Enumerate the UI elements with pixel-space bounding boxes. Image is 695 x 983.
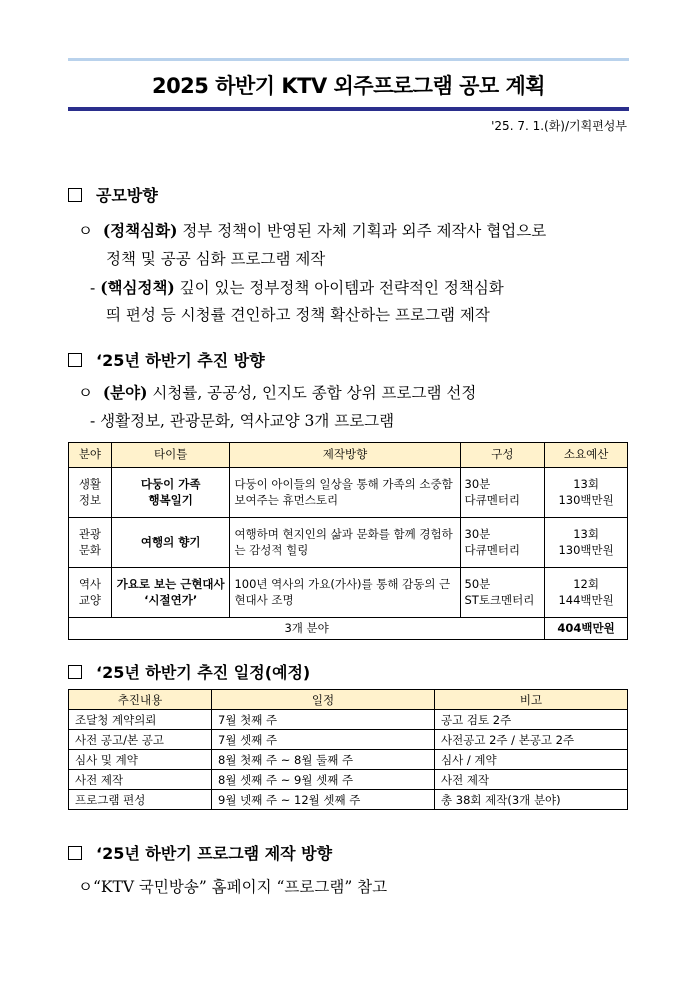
s1-line-1: ㅇ (정책심화) 정부 정책이 반영된 자체 기획과 외주 제작사 협업으로 <box>78 221 547 240</box>
table-row: 프로그램 편성 9월 넷째 주 ~ 12월 셋째 주 총 38회 제작(3개 분야) <box>69 790 628 810</box>
table-row: 조달청 계약의뢰 7월 첫째 주 공고 검토 2주 <box>69 710 628 730</box>
section-heading-3: ‘25년 하반기 추진 일정(예정) <box>68 660 310 683</box>
th-field: 분야 <box>69 443 112 468</box>
th-format: 구성 <box>460 443 545 468</box>
section-heading-4: ‘25년 하반기 프로그램 제작 방향 <box>68 841 332 864</box>
th-note: 비고 <box>435 690 628 710</box>
th-direction: 제작방향 <box>230 443 460 468</box>
s1-line-2: 정책 및 공공 심화 프로그램 제작 <box>106 250 326 268</box>
title-bar <box>68 58 629 111</box>
total-label: 3개 분야 <box>69 618 545 640</box>
s2-line-1: ㅇ (분야) 시청률, 공공성, 인지도 종합 상위 프로그램 선정 <box>78 383 477 402</box>
total-value: 404백만원 <box>545 618 628 640</box>
page-title: 2025 하반기 KTV 외주프로그램 공모 계획 <box>151 74 546 98</box>
table-row: 심사 및 계약 8월 첫째 주 ~ 8월 둘째 주 심사 / 계약 <box>69 750 628 770</box>
date-line: '25. 7. 1.(화)/기획편성부 <box>491 119 627 133</box>
table-row: 사전 제작 8월 셋째 주 ~ 9월 셋째 주 사전 제작 <box>69 770 628 790</box>
table-row: 역사 교양 가요로 보는 근현대사 ‘시절연가’ 100년 역사의 가요(가사)를 통해 감동의 근현대사 조명 50분 ST토크멘터리 12회 144백만원 <box>69 568 628 618</box>
th-period: 일정 <box>212 690 435 710</box>
table-row: 관광 문화 여행의 향기 여행하며 현지인의 삶과 문화를 함께 경험하는 감성적 힐링 30분 다큐멘터리 13회 130백만원 <box>69 518 628 568</box>
total-row <box>69 618 628 640</box>
checkbox-icon <box>68 353 82 367</box>
s1-line-3: - (핵심정책) 깊이 있는 정부정책 아이템과 전략적인 정책심화 <box>90 278 504 297</box>
s2-line-2: - 생활정보, 관광문화, 역사교양 3개 프로그램 <box>90 412 395 430</box>
s1-line-4: 띄 편성 등 시청률 견인하고 정책 확산하는 프로그램 제작 <box>106 306 490 324</box>
th-budget: 소요예산 <box>545 443 628 468</box>
th-title: 타이틀 <box>111 443 230 468</box>
checkbox-icon <box>68 188 82 202</box>
table-row: 생활 정보 다둥이 가족 행복일기 다둥이 아이들의 일상을 통해 가족의 소중함 보여주는 휴먼스토리 30분 다큐멘터리 13회 130백만원 <box>69 468 628 518</box>
section-heading-2: ‘25년 하반기 추진 방향 <box>68 348 265 371</box>
section-heading-1: 공모방향 <box>68 183 158 206</box>
th-task: 추진내용 <box>69 690 212 710</box>
table-row: 사전 공고/본 공고 7월 셋째 주 사전공고 2주 / 본공고 2주 <box>69 730 628 750</box>
program-table <box>68 442 628 640</box>
checkbox-icon <box>68 846 82 860</box>
checkbox-icon <box>68 665 82 679</box>
schedule-table <box>68 689 628 810</box>
s4-line-1: ㅇ“KTV 국민방송” 홈페이지 “프로그램” 참고 <box>78 878 388 896</box>
